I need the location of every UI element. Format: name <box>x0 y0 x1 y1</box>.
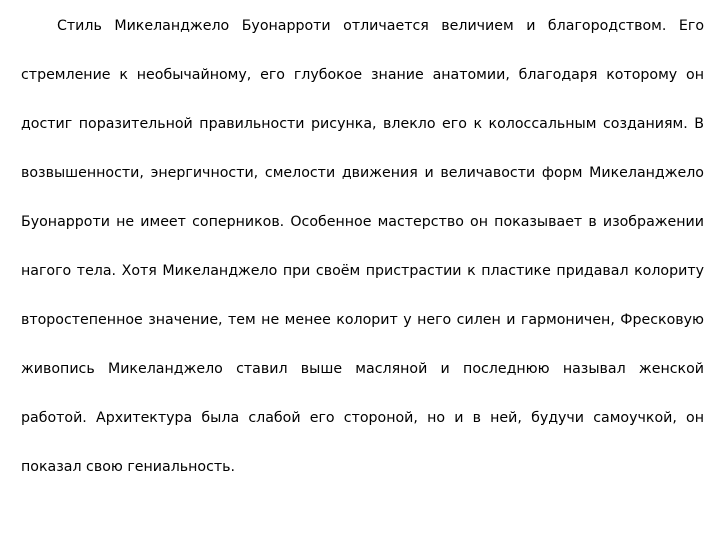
paragraph-line-7: второстепенное значение, тем не менее колорит у него силен и гармоничен, Фресковую <box>21 312 704 328</box>
paragraph-line-4: возвышенности, энергичности, смелости движения и величавости форм Микеланджело <box>21 165 704 181</box>
paragraph-line-9: работой. Архитектура была слабой его стороной, но и в ней, будучи самоучкой, он <box>21 410 704 426</box>
paragraph-line-8: живопись Микеланджело ставил выше масляной и последнюю называл женской <box>21 361 704 377</box>
body-paragraph <box>21 10 704 500</box>
paragraph-line-1: Стиль Микеланджело Буонарроти отличается величием и благородством. Его <box>57 18 704 34</box>
paragraph-line-3: достиг поразительной правильности рисунка, влекло его к колоссальным созданиям. В <box>21 116 704 132</box>
paragraph-line-6: нагого тела. Хотя Микеланджело при своём пристрастии к пластике придавал колориту <box>21 263 704 279</box>
paragraph-line-2: стремление к необычайному, его глубокое знание анатомии, благодаря которому он <box>21 67 704 83</box>
paragraph-line-5: Буонарроти не имеет соперников. Особенное мастерство он показывает в изображении <box>21 214 704 230</box>
paragraph-line-10: показал свою гениальность. <box>21 459 236 475</box>
